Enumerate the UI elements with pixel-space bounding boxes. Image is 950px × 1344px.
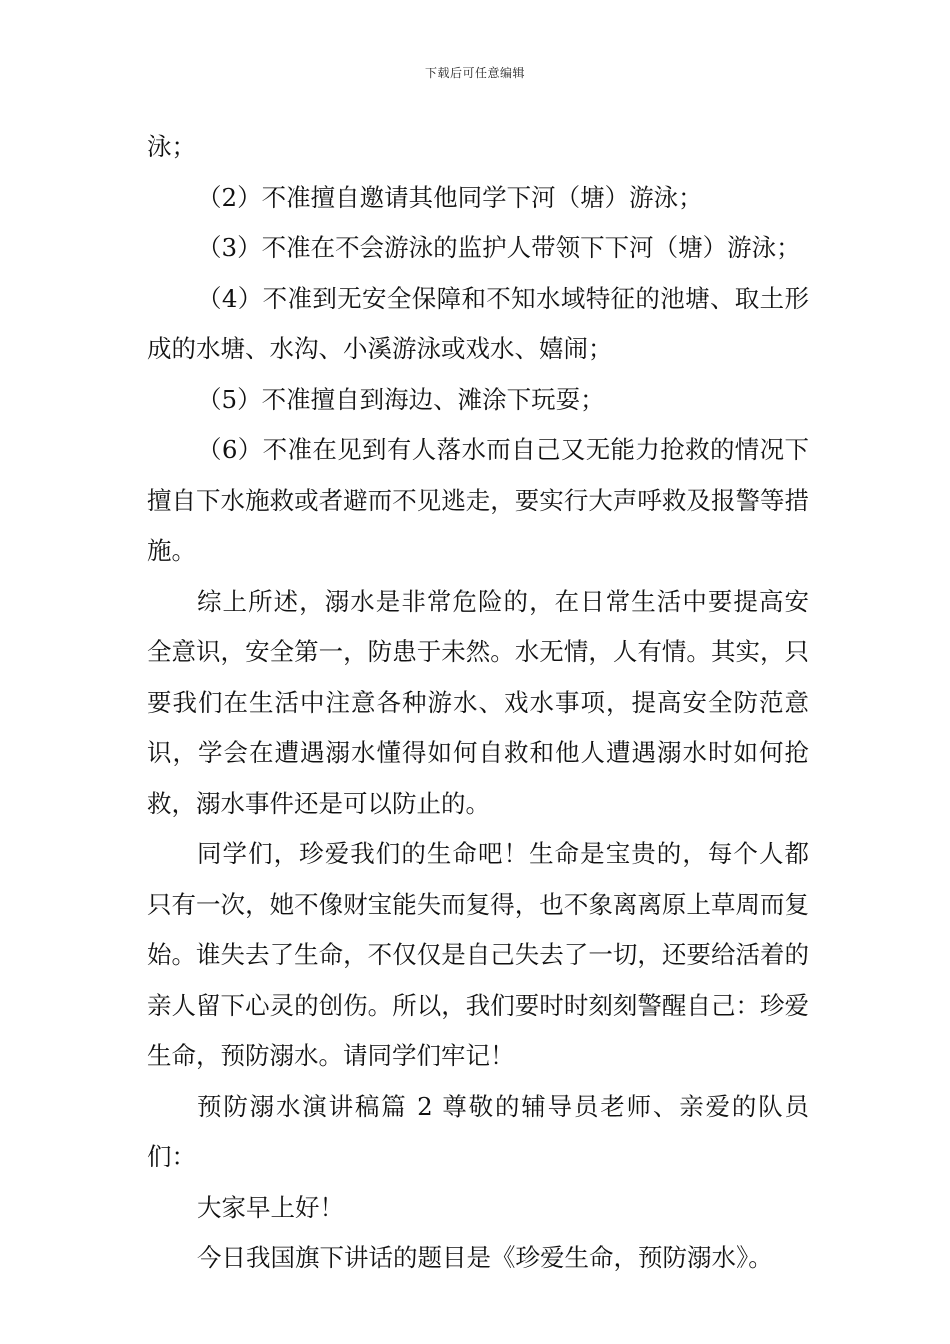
greeting-paragraph: 大家早上好！ <box>197 1192 344 1222</box>
closing-paragraph: 同学们，珍爱我们的生命吧！生命是宝贵的，每个人都只有一次，她不像财宝能失而复得，也不象离离原上草周而复始。谁失去了生命，不仅仅是自己失去了一切，还要给活着的亲人留下心灵的创伤。所以，我们要时时刻刻警醒自己：珍爱生命，预防溺水。请同学们牢记！ <box>147 839 809 1070</box>
rule-item-4: （4）不准到无安全保障和不知水域特征的池塘、取土形成的水塘、水沟、小溪游泳或戏水、嬉闹； <box>147 283 809 363</box>
speech-2-heading: 预防溺水演讲稿篇 2 尊敬的辅导员老师、亲爱的队员们： <box>147 1091 809 1171</box>
summary-paragraph: 综上所述，溺水是非常危险的，在日常生活中要提高安全意识，安全第一，防患于未然。水无情，人有情。其实，只要我们在生活中注意各种游水、戏水事项，提高安全防范意识，学会在遭遇溺水懂得如何自救和他人遭遇溺水时如何抢救，溺水事件还是可以防止的。 <box>147 586 809 818</box>
topic-paragraph: 今日我国旗下讲话的题目是《珍爱生命，预防溺水》。 <box>197 1243 773 1272</box>
rule-item-3: （3）不准在不会游泳的监护人带领下下河（塘）游泳； <box>197 233 801 262</box>
paragraph-continuation: 泳； <box>147 132 196 161</box>
rule-item-2: （2）不准擅自邀请其他同学下河（塘）游泳； <box>197 182 703 212</box>
rule-item-5: （5）不准擅自到海边、滩涂下玩耍； <box>197 384 605 414</box>
rule-item-6: （6）不准在见到有人落水而自己又无能力抢救的情况下擅自下水施救或者避而不见逃走，要实行大声呼救及报警等措施。 <box>147 435 809 565</box>
document-body <box>147 122 809 1284</box>
page-header-note: 下载后可任意编辑 <box>424 66 525 80</box>
